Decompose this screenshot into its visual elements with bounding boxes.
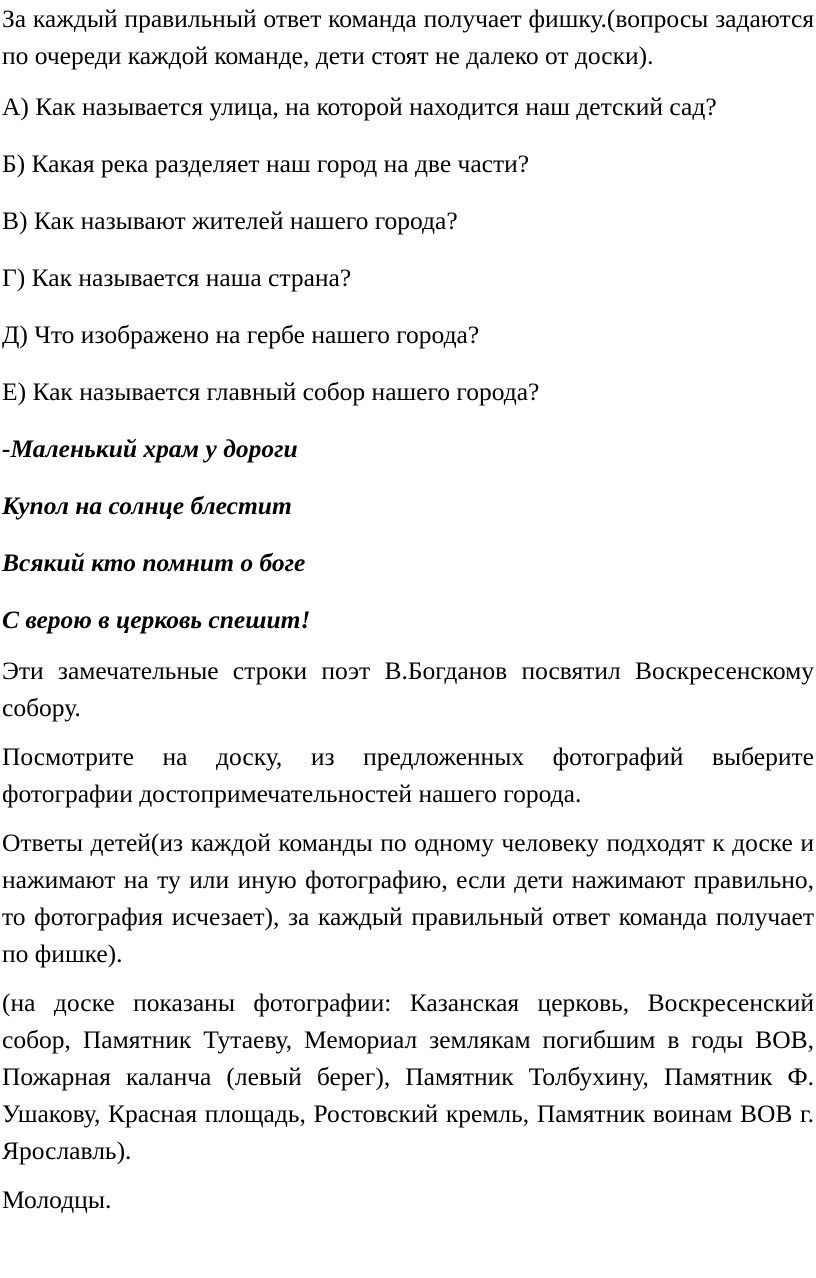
question-e: Д) Что изображено на гербе нашего города? [2, 320, 480, 349]
intro-paragraph: За каждый правильный ответ команда получает фишку.(вопросы задаются по очереди каждой команде, дети стоят не далеко от доски). [2, 4, 814, 70]
question-c: В) Как называют жителей нашего города? [2, 206, 458, 235]
poem-line-1: -Маленький храм у дороги [2, 434, 298, 463]
photos-list-paragraph: (на доске показаны фотографии: Казанская церковь, Воскресенский собор, Памятник Тутаеву, Мемориал землякам погибшим в годы ВОВ, Пожарная каланча (левый берег), Памятник Толбухину, Памятник Ф. Ушакову, Красная площадь, Ростовский кремль, Памятник воинам ВОВ г. Ярославль). [2, 988, 814, 1165]
question-a: А) Как называется улица, на которой находится наш детский сад? [2, 92, 717, 121]
praise-line: Молодцы. [2, 1185, 112, 1214]
poet-paragraph: Эти замечательные строки поэт В.Богданов посвятил Воскресенскому собору. [2, 656, 814, 722]
answers-paragraph: Ответы детей(из каждой команды по одному человеку подходят к доске и нажимают на ту или иную фотографию, если дети нажимают правильно, то фотография исчезает), за каждый правильный ответ команда получает по фишке). [2, 828, 814, 968]
document-page [2, 0, 814, 1230]
question-d: Г) Как называется наша страна? [2, 263, 352, 292]
question-b: Б) Какая река разделяет наш город на две части? [2, 149, 530, 178]
board-instruction-paragraph: Посмотрите на доску, из предложенных фотографий выберите фотографии достопримечательностей нашего города. [2, 742, 814, 808]
poem-line-2: Купол на солнце блестит [2, 491, 292, 520]
poem-line-3: Всякий кто помнит о боге [2, 548, 306, 577]
poem-line-4: С верою в церковь спешит! [2, 605, 311, 634]
question-f: Е) Как называется главный собор нашего города? [2, 377, 540, 406]
